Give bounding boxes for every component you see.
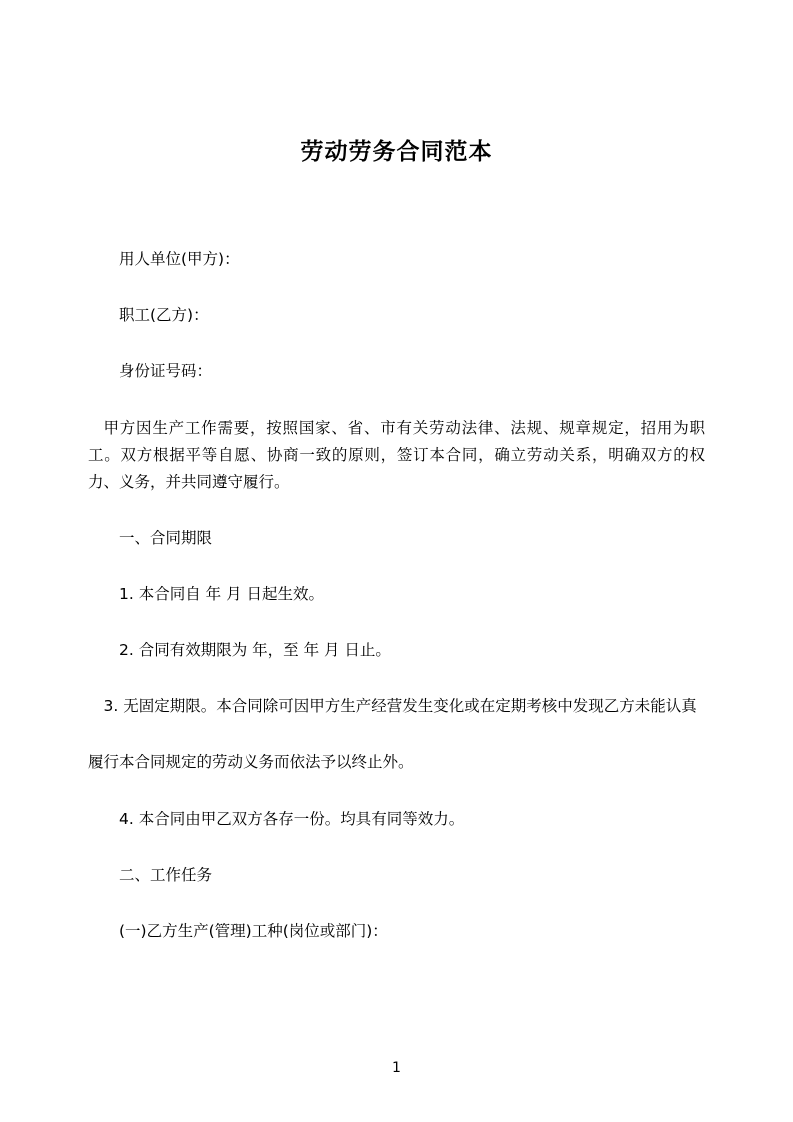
paragraph-clause-1-2: 2. 合同有效期限为 年，至 年 月 日止。 — [119, 641, 391, 660]
paragraph-party-a: 用人单位(甲方)： — [119, 250, 240, 269]
paragraph-clause-1-3: 3. 无固定期限。本合同除可因甲方生产经营发生变化或在定期考核中发现乙方未能认真 — [103, 697, 697, 716]
paragraph-clause-1-3-continued: 履行本合同规定的劳动义务而依法予以终止外。 — [88, 753, 414, 772]
document-body — [0, 246, 793, 945]
paragraph-id-number: 身份证号码： — [119, 362, 213, 381]
paragraph-preamble: 甲方因生产工作需要，按照国家、省、市有关劳动法律、法规、规章规定，招用为职工。双方根据平等自愿、协商一致的原则，签订本合同，确立劳动关系，明确双方的权力、义务，并共同遵守履行。 — [88, 418, 705, 491]
paragraph-clause-1-4: 4. 本合同由甲乙双方各存一份。均具有同等效力。 — [119, 809, 465, 828]
page-number: 1 — [392, 1060, 401, 1076]
page-title: 劳动劳务合同范本 — [300, 139, 493, 165]
paragraph-clause-1-1: 1. 本合同自 年 月 日起生效。 — [119, 585, 324, 604]
heading-section-one: 一、合同期限 — [119, 528, 213, 547]
paragraph-clause-2-1: (一)乙方生产(管理)工种(岗位或部门)： — [119, 921, 388, 940]
heading-section-two: 二、工作任务 — [119, 865, 213, 884]
paragraph-party-b: 职工(乙方)： — [119, 306, 209, 325]
